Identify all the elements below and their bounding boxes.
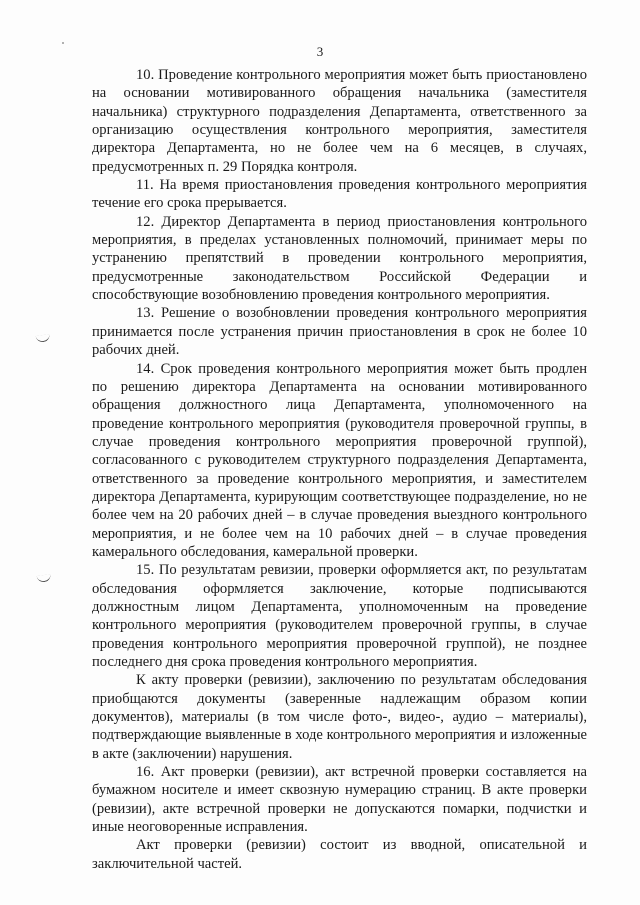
paragraph-15: 15. По результатам ревизии, проверки оформляется акт, по результатам обследования оформляется заключение, которые подписываются должностным лицом Департамента, уполномоченным на проведение контрольного мероприятия (руководителем проверочной группы, в случае проведения контрольного мероприятия проверочной группой), не позднее последнего дня срока проведения контрольного мероприятия. xyxy=(92,562,587,670)
paragraph-13: 13. Решение о возобновлении проведения контрольного мероприятия принимается после устранения причин приостановления в срок не более 10 рабочих дней. xyxy=(92,305,587,359)
document-body xyxy=(92,66,587,873)
paragraph-12: 12. Директор Департамента в период приостановления контрольного мероприятия, в пределах установленных полномочий, принимает меры по устранению препятствий в проведении контрольного мероприятия, предусмотренные законодательством Российской Федерации и способствующие возобновлению проведения контрольного мероприятия. xyxy=(92,213,587,304)
paragraph-16: 16. Акт проверки (ревизии), акт встречной проверки составляется на бумажном носителе и имеет сквозную нумерацию страниц. В акте проверки (ревизии), акте встречной проверки не допускаются помарки, подчистки и иные неоговоренные исправления. xyxy=(92,764,587,836)
paragraph-15-attachments: К акту проверки (ревизии), заключению по результатам обследования приобщаются документы (заверенные надлежащим образом копии документов), материалы (в том числе фото-, видео-, аудио – материалы), подтверждающие выявленные в ходе контрольного мероприятия и изложенные в акте (заключении) нарушения. xyxy=(92,672,587,762)
margin-pen-mark xyxy=(36,334,51,343)
paragraph-16-structure: Акт проверки (ревизии) состоит из вводной, описательной и заключительной частей. xyxy=(92,837,587,872)
paragraph-14: 14. Срок проведения контрольного мероприятия может быть продлен по решению директора Департамента на основании мотивированного обращения должностного лица Департамента, уполномоченного на проведение контрольного мероприятия (руководителя проверочной группы, в случае проведения контрольного мероприятия проверочной группой), согласованного с руководителем структурного подразделения Департамента, ответственного за проведение контрольного мероприятия, и заместителем директора Департамента, курирующим соответствующее подразделение, но не более чем на 20 рабочих дней – в случае проведения выездного контрольного мероприятия, и не более чем на 10 рабочих дней – в случае проведения камерального обследования, камеральной проверки. xyxy=(92,360,587,560)
paragraph-11: 11. На время приостановления проведения контрольного мероприятия течение его срока прерывается. xyxy=(92,177,587,212)
paragraph-10: 10. Проведение контрольного мероприятия может быть приостановлено на основании мотивированного обращения начальника (заместителя начальника) структурного подразделения Департамента, ответственного за организацию осуществления контрольного мероприятия, заместителя директора Департамента, но не более чем на 6 месяцев, в случаях, предусмотренных п. 29 Порядка контроля. xyxy=(92,67,587,175)
margin-pen-mark xyxy=(37,574,52,583)
page-number: 3 xyxy=(316,44,324,59)
